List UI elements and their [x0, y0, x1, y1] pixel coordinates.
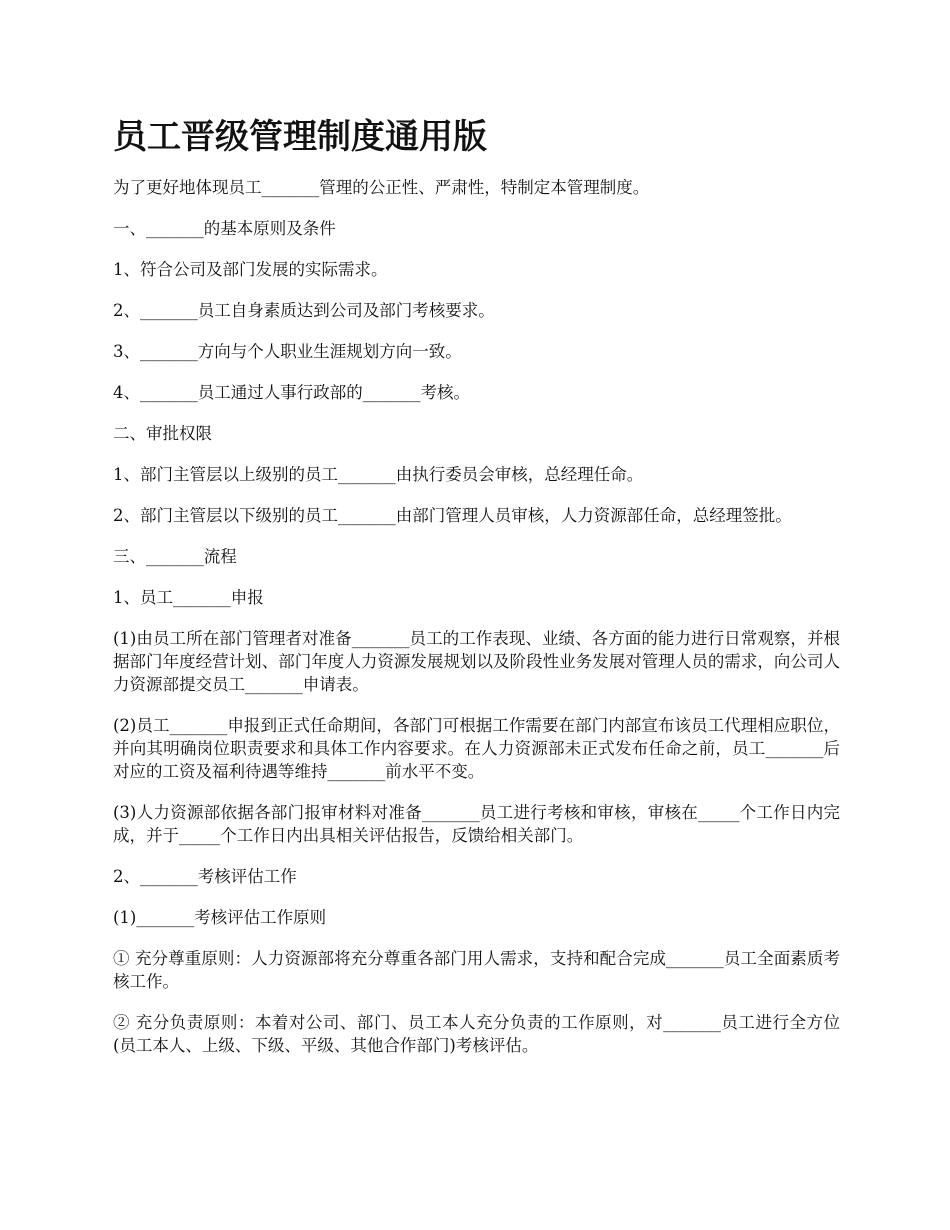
list-item: 2、部门主管层以下级别的员工_______由部门管理人员审核，人力资源部任命，总经理签批。 [113, 506, 792, 525]
subsection-heading-assessment: 2、_______考核评估工作 [113, 867, 297, 886]
subsection-heading-application: 1、员工_______申报 [113, 588, 264, 607]
list-item: (1)由员工所在部门管理者对准备_______员工的工作表现、业绩、各方面的能力进行日常观察，并根据部门年度经营计划、部门年度人力资源发展规划以及阶段性业务发展对管理人员的需求，向公司人力资源部提交员工_______申请表。 [113, 629, 840, 694]
list-item: 2、_______员工自身素质达到公司及部门考核要求。 [113, 301, 495, 320]
list-item: 4、_______员工通过人事行政部的_______考核。 [113, 383, 470, 402]
list-item: 3、_______方向与个人职业生涯规划方向一致。 [113, 342, 462, 361]
list-item: (2)员工_______申报到正式任命期间，各部门可根据工作需要在部门内部宣布该员工代理相应职位，并向其明确岗位职责要求和具体工作内容要求。在人力资源部未正式发布任命之前，员工_______后对应的工资及福利待遇等维持_______前水平不变。 [113, 716, 840, 781]
section-heading-process: 三、_______流程 [113, 547, 237, 566]
list-item: ① 充分尊重原则：人力资源部将充分尊重各部门用人需求，支持和配合完成_______员工全面素质考核工作。 [113, 949, 840, 991]
document-title: 员工晋级管理制度通用版 [113, 117, 487, 157]
document-body [113, 176, 840, 1075]
list-item: 1、符合公司及部门发展的实际需求。 [113, 260, 388, 279]
section-heading-principles: 一、_______的基本原则及条件 [113, 219, 336, 238]
list-item: ② 充分负责原则：本着对公司、部门、员工本人充分负责的工作原则，对_______员工进行全方位(员工本人、上级、下级、平级、其他合作部门)考核评估。 [113, 1013, 840, 1055]
paragraph-intro: 为了更好地体现员工_______管理的公正性、严肃性，特制定本管理制度。 [113, 178, 650, 197]
list-item: (3)人力资源部依据各部门报审材料对准备_______员工进行考核和审核，审核在_____个工作日内完成，并于_____个工作日内出具相关评估报告，反馈给相关部门。 [113, 803, 840, 845]
list-item: 1、部门主管层以上级别的员工_______由执行委员会审核，总经理任命。 [113, 465, 644, 484]
subsection-heading-assessment-principles: (1)_______考核评估工作原则 [113, 908, 327, 927]
section-heading-approval: 二、审批权限 [113, 424, 212, 443]
